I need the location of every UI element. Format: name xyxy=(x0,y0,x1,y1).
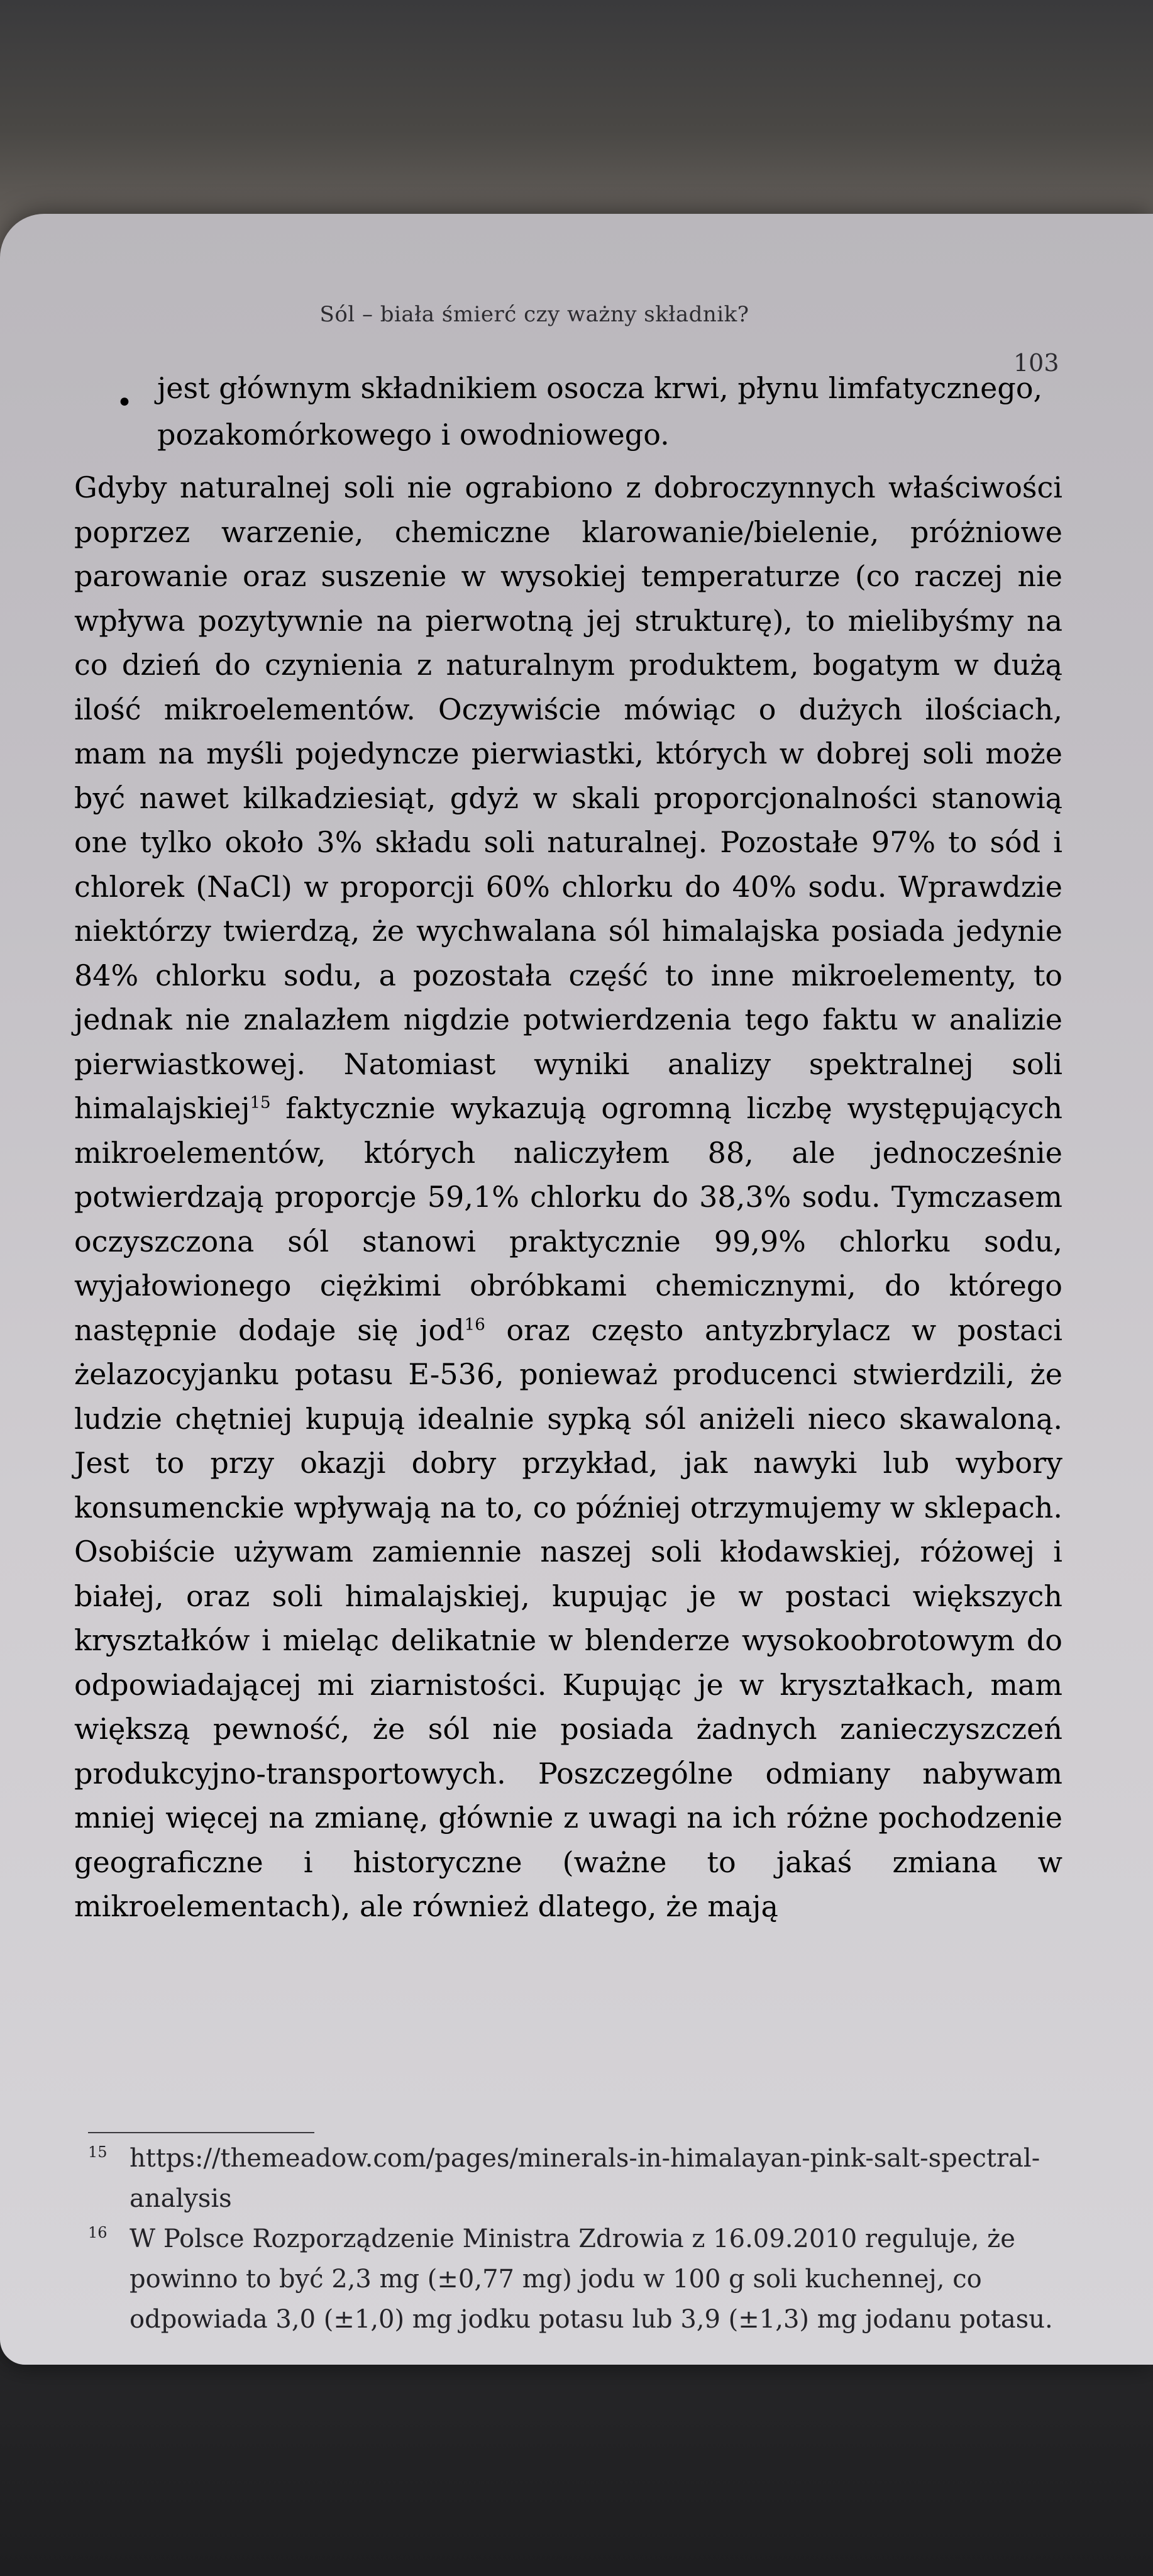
footnotes xyxy=(88,2138,1062,2340)
book-page xyxy=(0,214,1153,2365)
paragraph-text-part-3: oraz często antyzbrylacz w postaci żelazocyjanku potasu E-536, ponieważ producenci stwierdzili, że ludzie chętniej kupują idealnie sypką sól aniżeli nieco skawaloną. Jest to przy okazji dobry przykład, jak nawyki lub wybory konsumenckie wpływają na to, co później otrzymujemy w sklepach. Osobiście używam zamiennie naszej soli kłodawskiej, różowej i białej, oraz soli himalajskiej, kupując je w postaci większych kryształków i mieląc delikatnie w blenderze wysokoobrotowym do odpowiadającej mi ziarnistości. Kupując je w kryształkach, mam większą pewność, że sól nie posiada żadnych zanieczyszczeń produkcyjno-transportowych. Poszczególne odmiany nabywam mniej więcej na zmianę, głównie z uwagi na ich różne pochodzenie geograficzne i historyczne (ważne to jakaś zmiana w mikroelementach), ale również dlatego, że mają xyxy=(74,1313,1062,1923)
body-paragraph xyxy=(74,465,1062,1929)
page-number: 103 xyxy=(1013,349,1059,377)
footnote-mark: 15 xyxy=(88,2143,108,2161)
footnote-15 xyxy=(88,2138,1062,2219)
bullet-marker: • xyxy=(116,387,133,419)
footnote-reference-16[interactable]: 16 xyxy=(464,1315,485,1335)
paragraph-text-part-2: faktycznie wykazują ogromną liczbę występujących mikroelementów, których naliczyłem 88, ale jednocześnie potwierdzają proporcje 59,1% chlorku do 38,3% sodu. Tymczasem oczyszczona sól stanowi praktycznie 99,9% chlorku sodu, wyjałowionego ciężkimi obróbkami chemicznymi, do którego następnie dodaje się jod xyxy=(74,1091,1062,1347)
footnote-text: https://themeadow.com/pages/minerals-in-himalayan-pink-salt-spectral-analysis xyxy=(130,2144,1040,2213)
running-header: Sól – biała śmierć czy ważny składnik? xyxy=(319,302,749,327)
paragraph-text-part-1: Gdyby naturalnej soli nie ograbiono z dobroczynnych właściwości poprzez warzenie, chemiczne klarowanie/bielenie, próżniowe parowanie oraz suszenie w wysokiej temperaturze (co raczej nie wpływa pozytywnie na pierwotną jej strukturę), to mielibyśmy na co dzień do czynienia z naturalnym produktem, bogatym w dużą ilość mikroelementów. Oczywiście mówiąc o dużych ilościach, mam na myśli pojedyncze pierwiastki, których w dobrej soli może być nawet kilkadziesiąt, gdyż w skali proporcjonalności stanowią one tylko około 3% składu soli naturalnej. Pozostałe 97% to sód i chlorek (NaCl) w proporcji 60% chlorku do 40% sodu. Wprawdzie niektórzy twierdzą, że wychwalana sól himalajska posiada jedynie 84% chlorku sodu, a pozostała część to inne mikroelementy, to jednak nie znalazłem nigdzie potwierdzenia tego faktu w analizie pierwiastkowej. Natomiast wyniki analizy spektralnej soli himalajskiej xyxy=(74,470,1062,1125)
footnote-reference-15[interactable]: 15 xyxy=(250,1093,271,1113)
footnote-text: W Polsce Rozporządzenie Ministra Zdrowia z 16.09.2010 reguluje, że powinno to być 2,3 mg (±0,77 mg) jodu w 100 g soli kuchennej, co odpowiada 3,0 (±1,0) mg jodku potasu lub 3,9 (±1,3) mg jodanu potasu. xyxy=(130,2224,1053,2334)
bullet-item-text: jest głównym składnikiem osocza krwi, płynu limfatycznego, pozakomórkowego i owodniowego. xyxy=(157,371,1043,452)
footnote-divider xyxy=(88,2132,314,2133)
footnote-mark: 16 xyxy=(88,2224,108,2241)
footnote-16 xyxy=(88,2219,1062,2340)
